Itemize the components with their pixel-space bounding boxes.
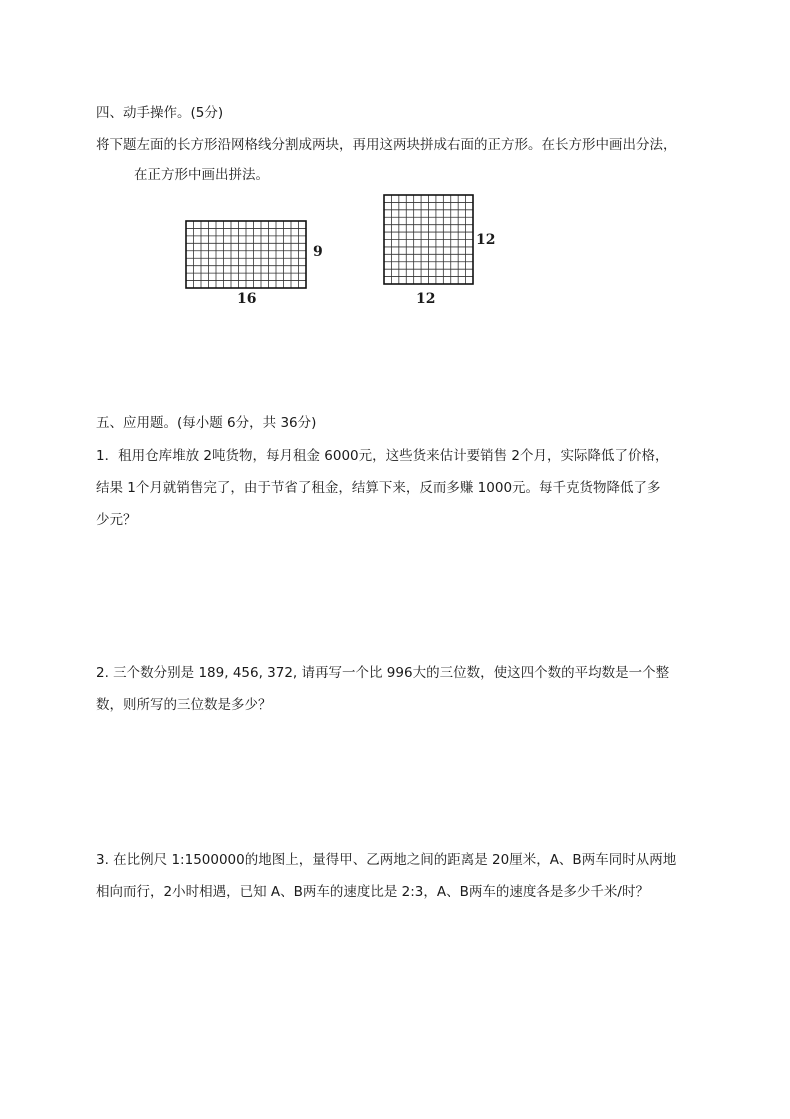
question-3-line-2: 相向而行，2小时相遇，已知 A、B两车的速度比是 2:3，A、B两车的速度各是多少千米/时？ (96, 884, 649, 900)
question-2-line-2: 数，则所写的三位数是多少？ (96, 697, 272, 713)
question-3-line-1: 3. 在比例尺 1:1500000的地图上，量得甲、乙两地之间的距离是 20厘米，A、B两车同时从两地 (96, 852, 677, 868)
rectangle-width-label: 16 (237, 291, 257, 307)
question-2-line-1: 2. 三个数分别是 189, 456, 372, 请再写一个比 996大的三位数，使这四个数的平均数是一个整 (96, 665, 670, 681)
question-1-line-2: 结果 1个月就销售完了，由于节省了租金，结算下来，反而多赚 1000元。每千克货物降低了多 (96, 480, 661, 496)
square-grid (384, 195, 473, 284)
section-4-instruction-line-1: 将下题左面的长方形沿网格线分割成两块，再用这两块拼成右面的正方形。在长方形中画出分法， (96, 137, 677, 153)
square-bottom-label: 12 (416, 291, 436, 307)
section-5-heading: 五、应用题。(每小题 6分，共 36分) (96, 415, 317, 431)
section-4-instruction-line-2: 在正方形中画出拼法。 (134, 167, 269, 183)
square-side-label: 12 (476, 232, 496, 248)
rectangle-grid (186, 221, 306, 288)
rectangle-height-label: 9 (313, 244, 323, 260)
question-1-line-1: 1．租用仓库堆放 2吨货物，每月租金 6000元，这些货来估计要销售 2个月，实际降低了价格， (96, 448, 669, 464)
section-4-heading: 四、动手操作。(5分) (96, 105, 224, 121)
question-1-line-3: 少元？ (96, 512, 137, 528)
